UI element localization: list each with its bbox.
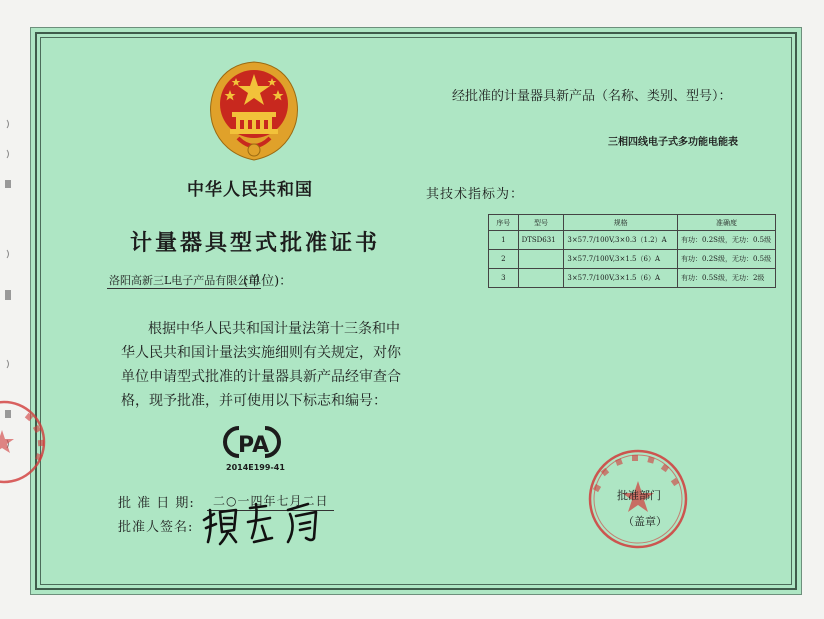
- unit-label: (单位)：: [243, 274, 293, 289]
- signer-label: 批准人签名:: [118, 520, 194, 535]
- header-spec: 规格: [564, 215, 678, 231]
- handwritten-signature: [196, 498, 336, 550]
- cell-model: [518, 269, 564, 288]
- cell-spec: 3×57.7/100V,3×1.5（6）A: [564, 250, 678, 269]
- cell-index: 3: [489, 269, 519, 288]
- approval-number: 2014E199-41: [226, 463, 285, 472]
- approval-department: 批准部门: [617, 489, 661, 502]
- seal-note: （盖章）: [623, 515, 667, 528]
- statement-line: 根据中华人民共和国计量法第十三条和中: [148, 321, 400, 337]
- header-model: 型号: [518, 215, 564, 231]
- product-heading: 经批准的计量器具新产品（名称、类别、型号）：: [452, 89, 732, 104]
- approval-date-value: 二○一四年七月二日: [207, 492, 334, 511]
- partial-seal-icon: [0, 400, 58, 484]
- table-row: [489, 250, 776, 269]
- cell-model: [518, 250, 564, 269]
- table-row: [489, 231, 776, 250]
- svg-text:PA: PA: [238, 433, 270, 458]
- statement-line: 格，现予批准，并可使用以下标志和编号：: [121, 393, 387, 409]
- header-accuracy: 准确度: [678, 215, 776, 231]
- tech-spec-heading: 其技术指标为：: [426, 187, 525, 202]
- country-name: 中华人民共和国: [187, 180, 313, 200]
- company-name: 洛阳高新三L电子产品有限公司: [109, 274, 260, 287]
- approval-date-label: 批 准 日 期:: [118, 496, 195, 511]
- cell-accuracy: 有功：0.2S级，无功：0.5级: [678, 231, 776, 250]
- national-emblem-icon: [198, 58, 310, 166]
- cell-accuracy: 有功：0.2S级，无功：0.5级: [678, 250, 776, 269]
- certificate-title: 计量器具型式批准证书: [129, 231, 380, 256]
- cell-index: 1: [489, 231, 519, 250]
- cell-index: 2: [489, 250, 519, 269]
- product-name: 三相四线电子式多功能电能表: [608, 137, 738, 148]
- header-index: 序号: [489, 215, 519, 231]
- table-header-row: [489, 215, 776, 231]
- cell-spec: 3×57.7/100V,3×1.5（6）A: [564, 269, 678, 288]
- spec-table: [488, 214, 776, 288]
- table-row: [489, 269, 776, 288]
- cell-model: DTSD631: [518, 231, 564, 250]
- statement-line: 单位申请型式批准的计量器具新产品经审查合: [121, 369, 401, 385]
- cpa-mark-icon: [221, 424, 285, 460]
- cell-accuracy: 有功：0.5S级，无功：2级: [678, 269, 776, 288]
- statement-line: 华人民共和国计量法实施细则有关规定，对你: [121, 345, 401, 361]
- cell-spec: 3×57.7/100V,3×0.3（1.2）A: [564, 231, 678, 250]
